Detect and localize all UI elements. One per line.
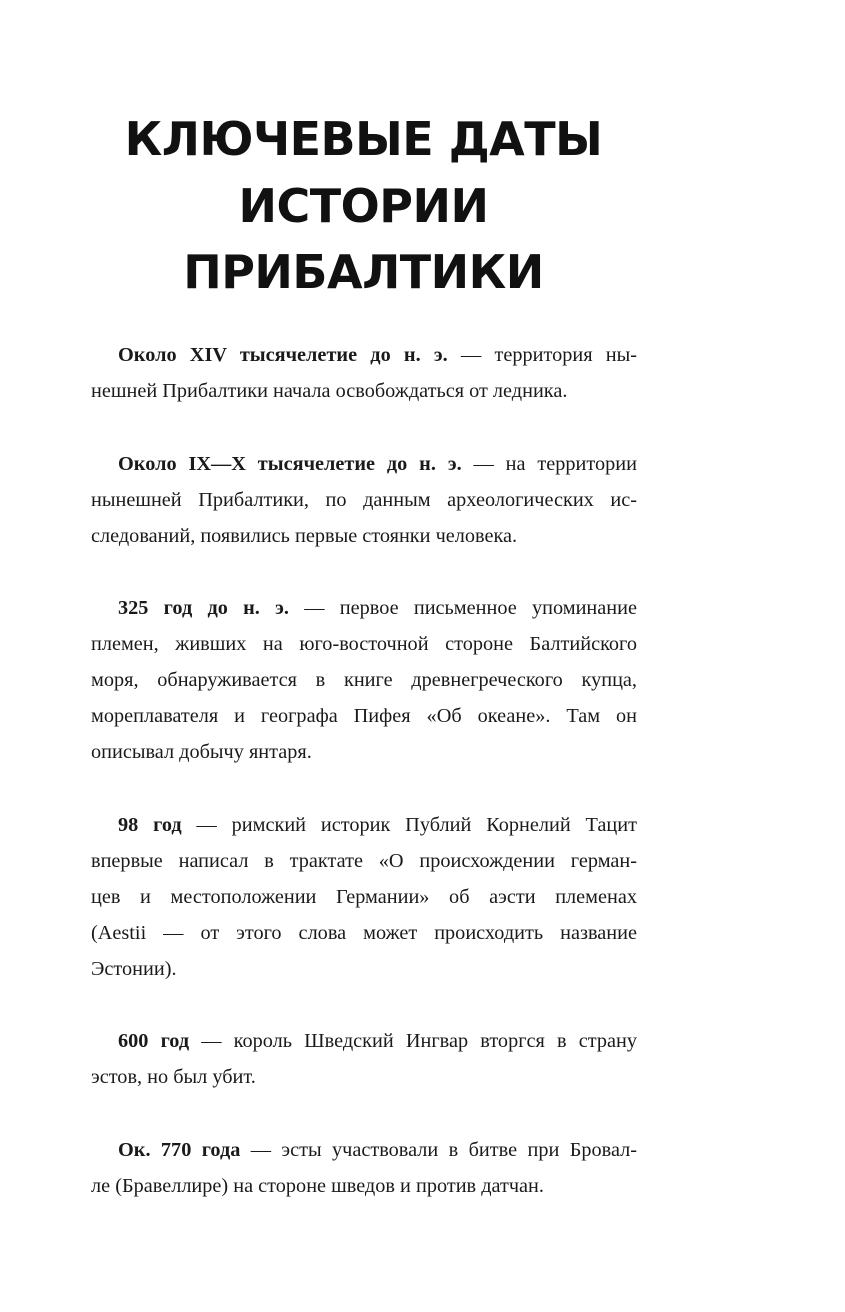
entry-line	[91, 1023, 637, 1059]
entry-line: мореплавателя и географа Пифея «Об океане». Там он	[91, 705, 637, 727]
entry-text: — эсты участвовали в битве при Бровал-	[240, 1138, 637, 1161]
entry-text: — территория ны-	[447, 344, 637, 366]
timeline-entry	[91, 1023, 637, 1095]
entry-line: цев и местоположении Германии» об аэсти племенах	[91, 885, 637, 908]
entry-text: — король Шведский Ингвар вторгся в страну	[189, 1030, 637, 1052]
entry-line: нынешней Прибалтики, по данным археологических ис-	[91, 488, 637, 511]
entry-line	[91, 590, 637, 626]
entry-line: нешней Прибалтики начала освобождаться от ледника.	[91, 380, 568, 402]
entry-line: эстов, но был убит.	[91, 1066, 256, 1088]
entry-line	[91, 446, 637, 482]
timeline-text	[91, 337, 637, 1240]
timeline-entry	[91, 1132, 637, 1204]
timeline-entry	[91, 807, 637, 987]
entry-line: ле (Бравеллире) на стороне шведов и против датчан.	[91, 1174, 544, 1197]
title-line: ИСТОРИИ	[238, 178, 489, 233]
entry-text: — на территории	[461, 452, 637, 475]
entry-date: Около IX—X тысячелетие до н. э.	[118, 452, 462, 475]
entry-line: моря, обнаруживается в книге древнегреческого купца,	[91, 669, 637, 691]
entry-line: впервые написал в трактате «О происхождении герман-	[91, 849, 637, 872]
entry-date: 325 год до н. э.	[118, 597, 289, 619]
entry-line	[91, 337, 637, 373]
entry-date: 98 год	[118, 813, 182, 836]
page-title	[90, 106, 637, 306]
entry-line: Эстонии).	[91, 957, 177, 980]
entry-line: племен, живших на юго-восточной стороне Балтийского	[91, 633, 637, 655]
entry-date: Около XIV тысячелетие до н. э.	[118, 344, 448, 366]
entry-date: Ок. 770 года	[118, 1138, 241, 1161]
entry-line	[91, 807, 637, 843]
title-line: ПРИБАЛТИКИ	[183, 245, 544, 299]
entry-text: — первое письменное упоминание	[288, 597, 637, 619]
title-line: КЛЮЧЕВЫЕ ДАТЫ	[124, 112, 603, 166]
entry-line: (Aestii — от этого слова может происходить название	[91, 921, 637, 944]
timeline-entry	[91, 446, 637, 554]
entry-line: описывал добычу янтаря.	[91, 741, 312, 763]
entry-line	[91, 1132, 637, 1168]
entry-text: — римский историк Публий Корнелий Тацит	[181, 813, 637, 836]
timeline-entry	[91, 590, 637, 770]
timeline-entry	[91, 337, 637, 409]
entry-line: следований, появились первые стоянки человека.	[91, 524, 518, 547]
entry-date: 600 год	[118, 1030, 190, 1052]
